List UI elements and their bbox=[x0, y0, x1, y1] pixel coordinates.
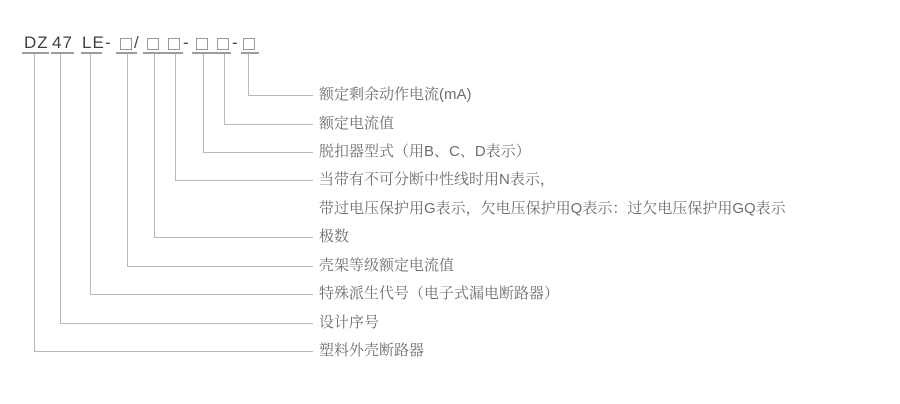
code-underline bbox=[22, 52, 49, 54]
connector-horizontal-line bbox=[224, 124, 313, 125]
connector-horizontal-line bbox=[175, 180, 313, 181]
code-placeholder-box-4 bbox=[196, 38, 208, 50]
label-special-derived-code: 特殊派生代号（电子式漏电断路器） bbox=[319, 285, 560, 302]
code-underline bbox=[241, 52, 259, 54]
connector-vertical-line bbox=[90, 54, 91, 295]
code-underline bbox=[81, 52, 102, 54]
connector-horizontal-line bbox=[154, 237, 313, 238]
code-separator-dash: - bbox=[105, 33, 111, 52]
connector-vertical-line bbox=[34, 54, 35, 352]
code-separator-dash: - bbox=[232, 33, 238, 52]
label-design-serial: 设计序号 bbox=[319, 314, 380, 331]
code-separator-slash: / bbox=[134, 33, 139, 52]
label-rated-residual-current: 额定剩余动作电流(mA) bbox=[319, 86, 472, 103]
connector-horizontal-line bbox=[127, 266, 313, 267]
label-frame-rated-current: 壳架等级额定电流值 bbox=[319, 257, 455, 274]
code-part-le: LE bbox=[82, 33, 105, 52]
label-poles: 极数 bbox=[319, 228, 350, 245]
code-underline bbox=[143, 52, 183, 54]
connector-horizontal-line bbox=[34, 351, 313, 352]
label-rated-current: 额定电流值 bbox=[319, 115, 395, 132]
code-placeholder-box-6 bbox=[243, 38, 255, 50]
connector-horizontal-line bbox=[203, 152, 313, 153]
code-part-dz: DZ bbox=[24, 33, 49, 52]
code-separator-dash: - bbox=[183, 33, 189, 52]
connector-vertical-line bbox=[127, 54, 128, 267]
connector-vertical-line bbox=[248, 54, 249, 96]
connector-vertical-line bbox=[175, 54, 176, 181]
code-placeholder-box-5 bbox=[217, 38, 229, 50]
code-placeholder-box-2 bbox=[147, 38, 159, 50]
code-placeholder-box-1 bbox=[120, 38, 132, 50]
connector-vertical-line bbox=[203, 54, 204, 153]
code-underline bbox=[51, 52, 74, 54]
connector-horizontal-line bbox=[248, 95, 313, 96]
connector-vertical-line bbox=[154, 54, 155, 238]
code-placeholder-box-3 bbox=[168, 38, 180, 50]
label-molded-case-breaker: 塑料外壳断路器 bbox=[319, 342, 425, 359]
code-part-47: 47 bbox=[52, 33, 73, 52]
label-trip-type: 脱扣器型式（用B、C、D表示） bbox=[319, 143, 531, 160]
connector-horizontal-line bbox=[90, 294, 313, 295]
label-voltage-protection-note: 带过电压保护用G表示，欠电压保护用Q表示：过欠电压保护用GQ表示 bbox=[319, 200, 786, 217]
connector-horizontal-line bbox=[60, 323, 313, 324]
connector-vertical-line bbox=[60, 54, 61, 324]
connector-vertical-line bbox=[224, 54, 225, 125]
label-neutral-note: 当带有不可分断中性线时用N表示， bbox=[319, 171, 555, 188]
code-underline bbox=[192, 52, 231, 54]
